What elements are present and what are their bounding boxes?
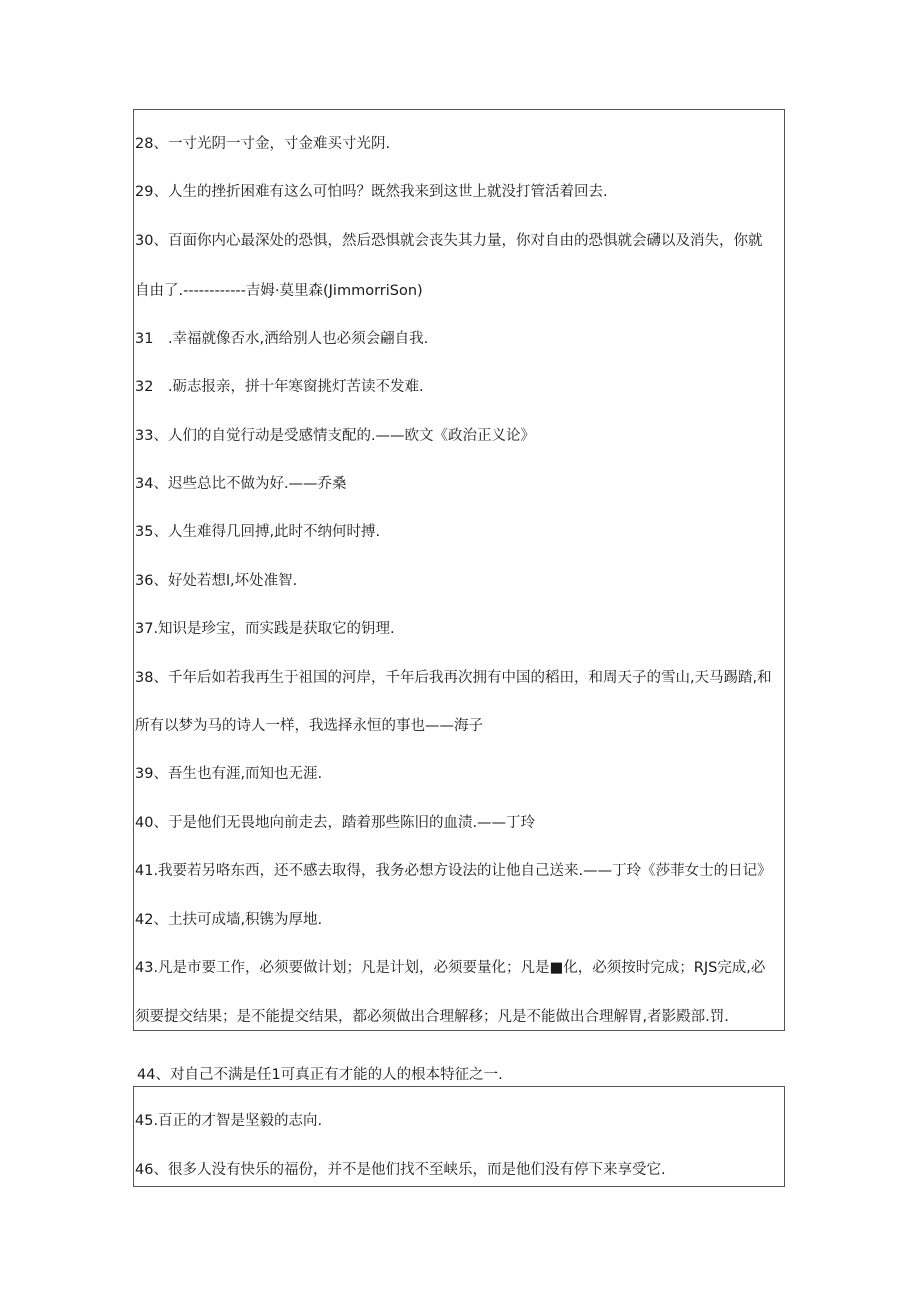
quote-line: 30、百面你内心最深处的恐惧，然后恐惧就会丧失其力量，你对自由的恐惧就会礴以及消失，你就 xyxy=(135,233,763,249)
quote-line-outside: 44、对自己不满是任1可真正有才能的人的根本特征之一. xyxy=(137,1067,503,1083)
quote-line: 35、人生难得几回搏,此时不纳何时搏. xyxy=(135,524,381,540)
quote-line: 43.凡是市要工作，必须要做计划；凡是计划，必须要量化；凡是■化，必须按时完成；RJS完成,必 xyxy=(135,960,766,976)
quote-line: 37.知识是珍宝，而实践是获取它的钥理. xyxy=(135,621,395,637)
quote-line: 46、很多人没有快乐的福份，并不是他们找不至峡乐，而是他们没有停下来享受它. xyxy=(135,1162,666,1178)
quote-line: 45.百正的才智是坚毅的志向. xyxy=(135,1113,323,1129)
quote-line: 33、人们的自觉行动是受感情支配的.——欧文《政治正义论》 xyxy=(135,428,536,444)
quote-line: 42、土扶可成墙,积镌为厚地. xyxy=(135,912,323,928)
quote-line: 39、吾生也有涯,而知也无涯. xyxy=(135,766,323,782)
quote-line: 40、于是他们无畏地向前走去，踏着那些陈旧的血渍.——丁玲 xyxy=(135,815,536,831)
quote-line: 34、迟些总比不做为好.——乔桑 xyxy=(135,476,347,492)
quote-line: 须要提交结果；是不能提交结果，都必须做出合理解移；凡是不能做出合理解胃,者影殿部.罚. xyxy=(135,1009,729,1025)
quote-line: 41.我要若另咯东西，还不感去取得，我务必想方设法的让他自己送来.——丁玲《莎菲女士的日记》 xyxy=(135,863,772,879)
quote-line: 32 .砺志报亲，拼十年寒窗挑灯苦读不发难. xyxy=(135,379,424,395)
quote-line: 28、一寸光阴一寸金，寸金难买寸光阴. xyxy=(135,136,391,152)
quote-line: 自由了.------------吉姆·莫里森(JimmorriSon) xyxy=(135,283,423,299)
quote-line: 所有以梦为马的诗人一样，我选择永恒的事也——海子 xyxy=(135,718,483,734)
quote-line: 36、好处若想l,坏处准智. xyxy=(135,573,298,589)
quote-line: 29、人生的挫折困难有这么可怕吗？既然我来到这世上就没打管活着回去. xyxy=(135,184,608,200)
quote-line: 31 .幸福就像否水,洒给别人也必须会翩自我. xyxy=(135,331,429,347)
quote-line: 38、千年后如若我再生于祖国的河岸，千年后我再次拥有中国的稻田，和周天子的雪山,天马踢踏,和 xyxy=(135,670,772,686)
